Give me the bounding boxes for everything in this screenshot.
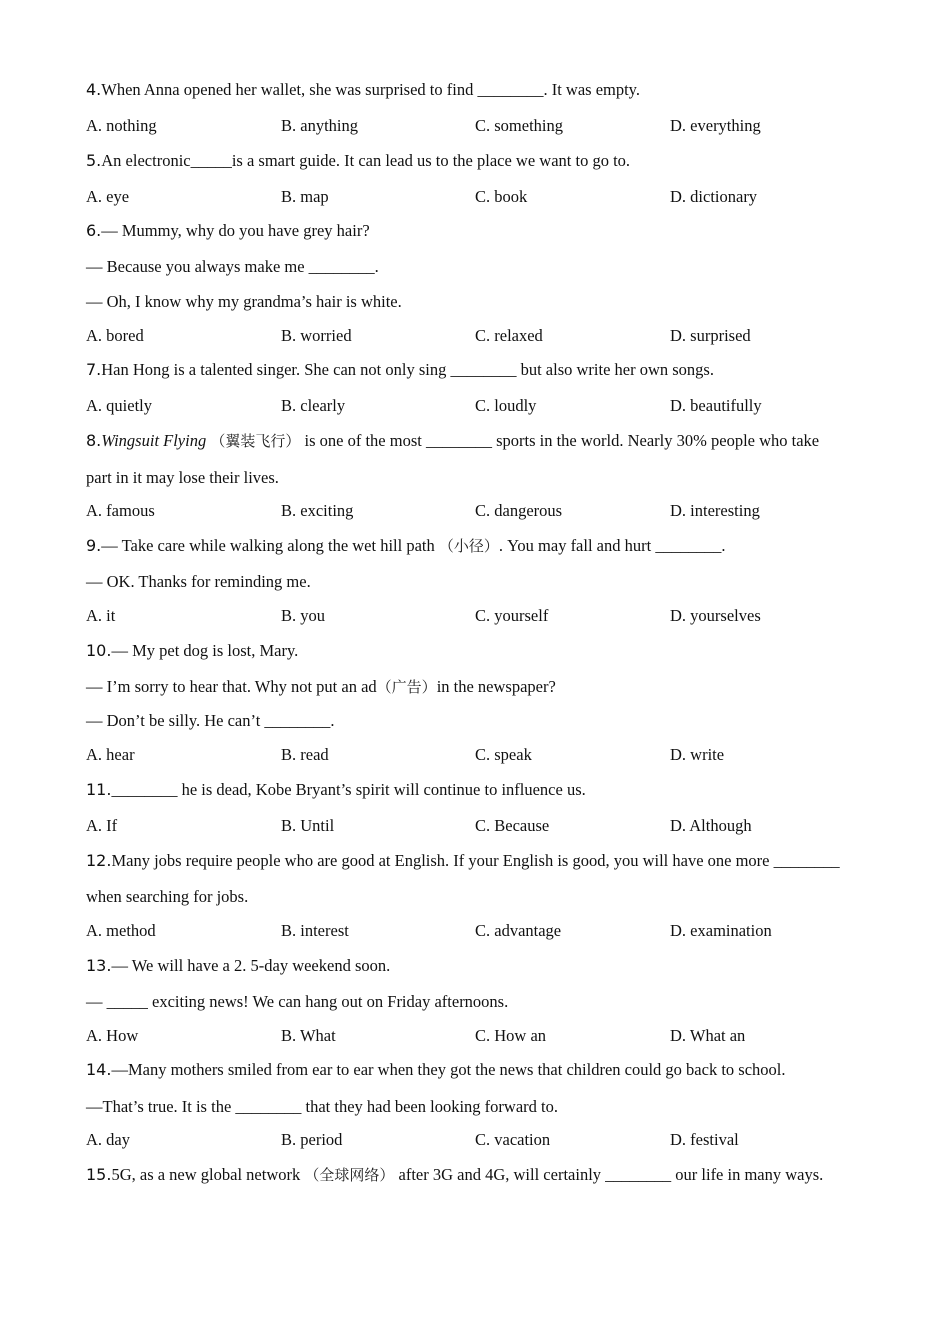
option-d[interactable]: D. interesting — [670, 501, 760, 520]
option-d[interactable]: D. examination — [670, 921, 772, 940]
question-6-stem — [86, 221, 370, 241]
question-8-stem-continued: part in it may lose their lives. — [86, 468, 279, 487]
question-number: 9. — [86, 536, 102, 555]
question-10-options — [86, 745, 866, 765]
dialogue-text: — I’m sorry to hear that. Why not put an ad — [86, 677, 377, 696]
question-text: An electronic_____is a smart guide. It can lead us to the place we want to go to. — [101, 151, 631, 170]
option-b[interactable]: B. clearly — [281, 396, 346, 415]
option-a[interactable]: A. nothing — [86, 116, 157, 135]
option-a[interactable]: A. eye — [86, 187, 130, 206]
option-b[interactable]: B. What — [281, 1026, 336, 1045]
question-4-stem — [86, 80, 640, 100]
question-number: 14. — [86, 1060, 112, 1079]
option-a[interactable]: A. it — [86, 606, 116, 625]
option-a[interactable]: A. method — [86, 921, 156, 940]
question-text: Many jobs require people who are good at English. If your English is good, you will have one more ________ — [111, 851, 840, 870]
question-4-options — [86, 116, 866, 136]
question-text: — My pet dog is lost, Mary. — [111, 641, 299, 660]
question-11-options — [86, 816, 866, 836]
question-14-options — [86, 1130, 866, 1150]
question-12-stem-continued: when searching for jobs. — [86, 887, 249, 906]
question-number: 13. — [86, 956, 112, 975]
option-c[interactable]: C. How an — [475, 1026, 547, 1045]
option-c[interactable]: C. yourself — [475, 606, 549, 625]
question-text: — Take care while walking along the wet hill path — [101, 536, 435, 555]
option-c[interactable]: C. dangerous — [475, 501, 563, 520]
option-c[interactable]: C. loudly — [475, 396, 537, 415]
option-b[interactable]: B. anything — [281, 116, 358, 135]
option-a[interactable]: A. How — [86, 1026, 139, 1045]
question-9-options — [86, 606, 866, 626]
question-text-continued: . You may fall and hurt ________. — [498, 536, 726, 555]
question-12-options — [86, 921, 866, 941]
option-b[interactable]: B. interest — [281, 921, 349, 940]
question-text: — We will have a 2. 5-day weekend soon. — [111, 956, 391, 975]
chinese-gloss: （翼装飞行） — [210, 432, 301, 450]
question-text: When Anna opened her wallet, she was surprised to find ________. It was empty. — [101, 80, 640, 99]
question-14-stem — [86, 1060, 786, 1080]
question-text: 5G, as a new global network — [111, 1165, 301, 1184]
question-7-stem — [86, 360, 714, 380]
question-text: ________ he is dead, Kobe Bryant’s spirit will continue to influence us. — [111, 780, 586, 799]
option-d[interactable]: D. festival — [670, 1130, 739, 1149]
question-text: Han Hong is a talented singer. She can not only sing ________ but also write her own songs. — [101, 360, 714, 379]
option-c[interactable]: C. speak — [475, 745, 532, 764]
option-a[interactable]: A. hear — [86, 745, 135, 764]
question-number: 8. — [86, 431, 102, 450]
option-d[interactable]: D. dictionary — [670, 187, 758, 206]
question-6-dialogue-line: — Because you always make me ________. — [86, 257, 379, 276]
option-d[interactable]: D. Although — [670, 816, 752, 835]
option-b[interactable]: B. Until — [281, 816, 335, 835]
question-text: is one of the most ________ sports in the world. Nearly 30% people who take — [304, 431, 820, 450]
option-a[interactable]: A. quietly — [86, 396, 152, 415]
question-7-options — [86, 396, 866, 416]
option-a[interactable]: A. bored — [86, 326, 144, 345]
question-8-options — [86, 501, 866, 521]
question-5-options — [86, 187, 866, 207]
question-12-stem — [86, 851, 840, 871]
option-c[interactable]: C. Because — [475, 816, 550, 835]
option-d[interactable]: D. everything — [670, 116, 761, 135]
question-8-stem — [86, 431, 819, 451]
option-c[interactable]: C. relaxed — [475, 326, 543, 345]
option-c[interactable]: C. book — [475, 187, 528, 206]
option-d[interactable]: D. surprised — [670, 326, 751, 345]
question-6-options — [86, 326, 866, 346]
question-13-options — [86, 1026, 866, 1046]
option-b[interactable]: B. period — [281, 1130, 343, 1149]
option-a[interactable]: A. famous — [86, 501, 155, 520]
option-d[interactable]: D. yourselves — [670, 606, 761, 625]
option-d[interactable]: D. What an — [670, 1026, 746, 1045]
question-number: 5. — [86, 151, 102, 170]
chinese-gloss: （全球网络） — [304, 1166, 395, 1184]
option-d[interactable]: D. beautifully — [670, 396, 762, 415]
question-10-dialogue-line — [86, 677, 556, 697]
question-text-continued: after 3G and 4G, will certainly ________ our life in many ways. — [398, 1165, 824, 1184]
question-text: — Mummy, why do you have grey hair? — [101, 221, 370, 240]
question-9-dialogue-line: — OK. Thanks for reminding me. — [86, 572, 311, 591]
option-d[interactable]: D. write — [670, 745, 725, 764]
option-b[interactable]: B. read — [281, 745, 329, 764]
question-13-stem — [86, 956, 390, 976]
question-9-stem — [86, 536, 725, 556]
question-number: 6. — [86, 221, 102, 240]
question-number: 10. — [86, 641, 112, 660]
question-italic-term: Wingsuit Flying — [101, 431, 207, 450]
chinese-gloss: （小径） — [438, 537, 499, 555]
question-14-dialogue-line: —That’s true. It is the ________ that they had been looking forward to. — [86, 1097, 558, 1116]
option-b[interactable]: B. you — [281, 606, 326, 625]
question-10-dialogue-line: — Don’t be silly. He can’t ________. — [86, 711, 335, 730]
dialogue-text-continued: in the newspaper? — [436, 677, 556, 696]
question-6-dialogue-line: — Oh, I know why my grandma’s hair is white. — [86, 292, 402, 311]
option-b[interactable]: B. worried — [281, 326, 352, 345]
question-11-stem — [86, 780, 586, 800]
option-a[interactable]: A. If — [86, 816, 118, 835]
question-5-stem — [86, 151, 630, 171]
question-13-dialogue-line: — _____ exciting news! We can hang out on Friday afternoons. — [86, 992, 509, 1011]
option-c[interactable]: C. advantage — [475, 921, 562, 940]
chinese-gloss: （广告） — [376, 678, 437, 696]
option-c[interactable]: C. vacation — [475, 1130, 551, 1149]
question-number: 15. — [86, 1165, 112, 1184]
question-number: 7. — [86, 360, 102, 379]
option-a[interactable]: A. day — [86, 1130, 130, 1149]
question-number: 4. — [86, 80, 102, 99]
question-number: 11. — [86, 780, 112, 799]
option-b[interactable]: B. map — [281, 187, 329, 206]
question-number: 12. — [86, 851, 112, 870]
question-text: —Many mothers smiled from ear to ear when they got the news that children could go back to school. — [111, 1060, 786, 1079]
question-15-stem — [86, 1165, 823, 1185]
option-b[interactable]: B. exciting — [281, 501, 354, 520]
question-10-stem — [86, 641, 298, 661]
option-c[interactable]: C. something — [475, 116, 564, 135]
